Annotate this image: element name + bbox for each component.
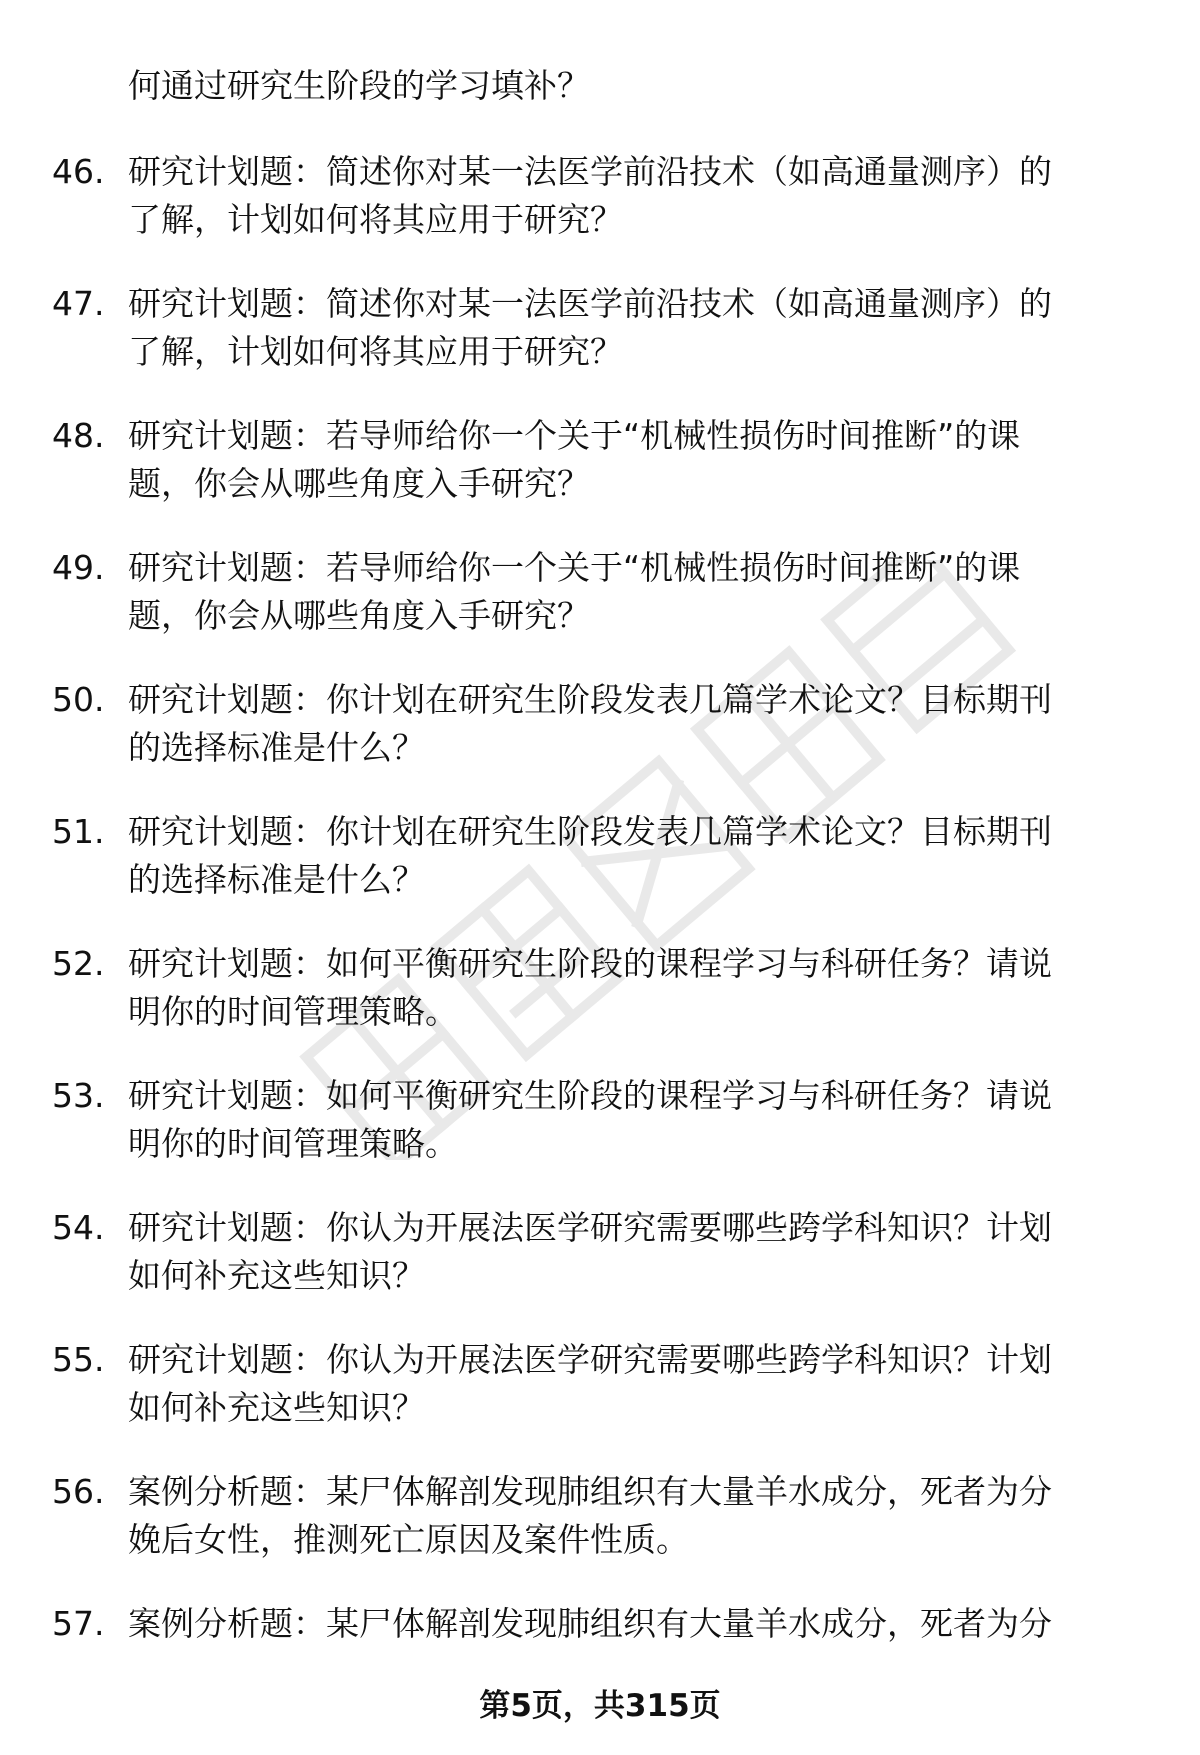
question-item: [0, 280, 1200, 412]
question-item: [0, 676, 1200, 808]
question-number: 52.: [52, 944, 105, 983]
continued-question-text: 何通过研究生阶段的学习填补？: [128, 66, 590, 105]
question-text-line: 研究计划题：你计划在研究生阶段发表几篇学术论文？目标期刊: [128, 812, 1052, 851]
question-item: [0, 148, 1200, 280]
question-text-line: 了解，计划如何将其应用于研究？: [128, 200, 623, 239]
question-text-line: 题，你会从哪些角度入手研究？: [128, 464, 590, 503]
question-number: 49.: [52, 548, 105, 587]
question-number: 55.: [52, 1340, 105, 1379]
question-text-line: 研究计划题：简述你对某一法医学前沿技术（如高通量测序）的: [128, 152, 1052, 191]
question-item: [0, 544, 1200, 676]
question-item: [0, 412, 1200, 544]
question-text-line: 明你的时间管理策略。: [128, 1124, 458, 1163]
question-text-line: 了解，计划如何将其应用于研究？: [128, 332, 623, 371]
question-item: [0, 1468, 1200, 1600]
question-text-line: 研究计划题：你认为开展法医学研究需要哪些跨学科知识？计划: [128, 1340, 1052, 1379]
page-footer: 第5页，共315页: [479, 1688, 721, 1724]
question-number: 50.: [52, 680, 105, 719]
question-text-line: 研究计划题：简述你对某一法医学前沿技术（如高通量测序）的: [128, 284, 1052, 323]
question-list: [0, 148, 1200, 1732]
question-text-line: 题，你会从哪些角度入手研究？: [128, 596, 590, 635]
question-number: 51.: [52, 812, 105, 851]
question-number: 47.: [52, 284, 105, 323]
question-item: [0, 1336, 1200, 1468]
question-text-line: 研究计划题：若导师给你一个关于“机械性损伤时间推断”的课: [128, 548, 1021, 587]
question-item: [0, 1072, 1200, 1204]
question-text-line: 明你的时间管理策略。: [128, 992, 458, 1031]
question-text-line: 的选择标准是什么？: [128, 860, 425, 899]
question-number: 54.: [52, 1208, 105, 1247]
question-text-line: 研究计划题：你计划在研究生阶段发表几篇学术论文？目标期刊: [128, 680, 1052, 719]
question-text-line: 如何补充这些知识？: [128, 1256, 425, 1295]
question-text-line: 案例分析题：某尸体解剖发现肺组织有大量羊水成分，死者为分: [128, 1604, 1052, 1643]
question-number: 56.: [52, 1472, 105, 1511]
question-text-line: 研究计划题：如何平衡研究生阶段的课程学习与科研任务？请说: [128, 1076, 1052, 1115]
question-text-line: 案例分析题：某尸体解剖发现肺组织有大量羊水成分，死者为分: [128, 1472, 1052, 1511]
question-text-line: 研究计划题：若导师给你一个关于“机械性损伤时间推断”的课: [128, 416, 1021, 455]
question-text-line: 研究计划题：你认为开展法医学研究需要哪些跨学科知识？计划: [128, 1208, 1052, 1247]
question-number: 46.: [52, 152, 105, 191]
question-item: [0, 940, 1200, 1072]
question-item: [0, 1204, 1200, 1336]
question-number: 48.: [52, 416, 105, 455]
question-text-line: 娩后女性，推测死亡原因及案件性质。: [128, 1520, 689, 1559]
question-number: 53.: [52, 1076, 105, 1115]
question-text-line: 如何补充这些知识？: [128, 1388, 425, 1427]
question-item: [0, 808, 1200, 940]
question-text-line: 的选择标准是什么？: [128, 728, 425, 767]
question-number: 57.: [52, 1604, 105, 1643]
question-text-line: 研究计划题：如何平衡研究生阶段的课程学习与科研任务？请说: [128, 944, 1052, 983]
